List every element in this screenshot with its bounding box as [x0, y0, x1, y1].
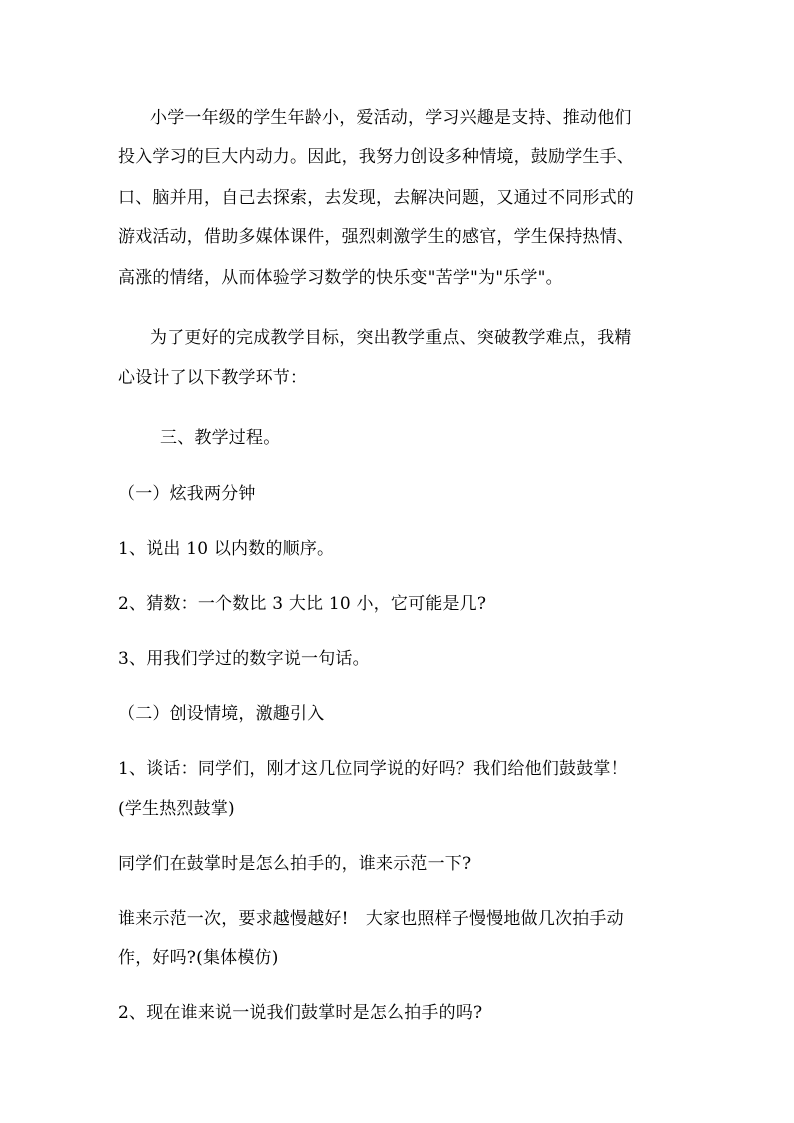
subsection-2-heading: （二）创设情境，激趣引入	[118, 704, 325, 724]
subsection-1-item-3: 3、用我们学过的数字说一句话。	[118, 649, 370, 669]
subsection-2-item-1-line-1: 1、谈话：同学们，刚才这几位同学说的好吗？我们给他们鼓鼓掌！	[118, 759, 628, 779]
subsection-2-item-1-line-2: (学生热烈鼓掌)	[118, 799, 235, 819]
paragraph-1-line-2: 投入学习的巨大内动力。因此，我努力创设多种情境，鼓励学生手、	[118, 147, 634, 167]
paragraph-2-line-2: 心设计了以下教学环节：	[118, 368, 308, 388]
subsection-1-item-2: 2、猜数：一个数比 3 大比 10 小，它可能是几?	[118, 594, 487, 614]
subsection-1-item-1: 1、说出 10 以内数的顺序。	[118, 539, 335, 559]
paragraph-2-line-1: 为了更好的完成教学目标，突出教学重点、突破教学难点，我精	[150, 328, 632, 348]
paragraph-1-line-1: 小学一年级的学生年龄小，爱活动，学习兴趣是支持、推动他们	[150, 108, 632, 128]
subsection-2-item-2: 2、现在谁来说一说我们鼓掌时是怎么拍手的吗?	[118, 1003, 483, 1023]
subsection-2-line-5: 作，好吗?(集体模仿)	[118, 948, 279, 968]
section-heading: 三、教学过程。	[160, 428, 281, 448]
subsection-2-line-3: 同学们在鼓掌时是怎么拍手的，谁来示范一下?	[118, 854, 472, 874]
subsection-1-heading: （一）炫我两分钟	[118, 484, 256, 504]
paragraph-1-line-4: 游戏活动，借助多媒体课件，强烈刺激学生的感官，学生保持热情、	[118, 227, 634, 247]
subsection-2-line-4: 谁来示范一次，要求越慢越好! 大家也照样子慢慢地做几次拍手动	[118, 909, 624, 929]
paragraph-1-line-5: 高涨的情绪，从而体验学习数学的快乐变"苦学"为"乐学"。	[118, 268, 563, 288]
paragraph-1-line-3: 口、脑并用，自己去探索，去发现，去解决问题，又通过不同形式的	[118, 188, 634, 208]
